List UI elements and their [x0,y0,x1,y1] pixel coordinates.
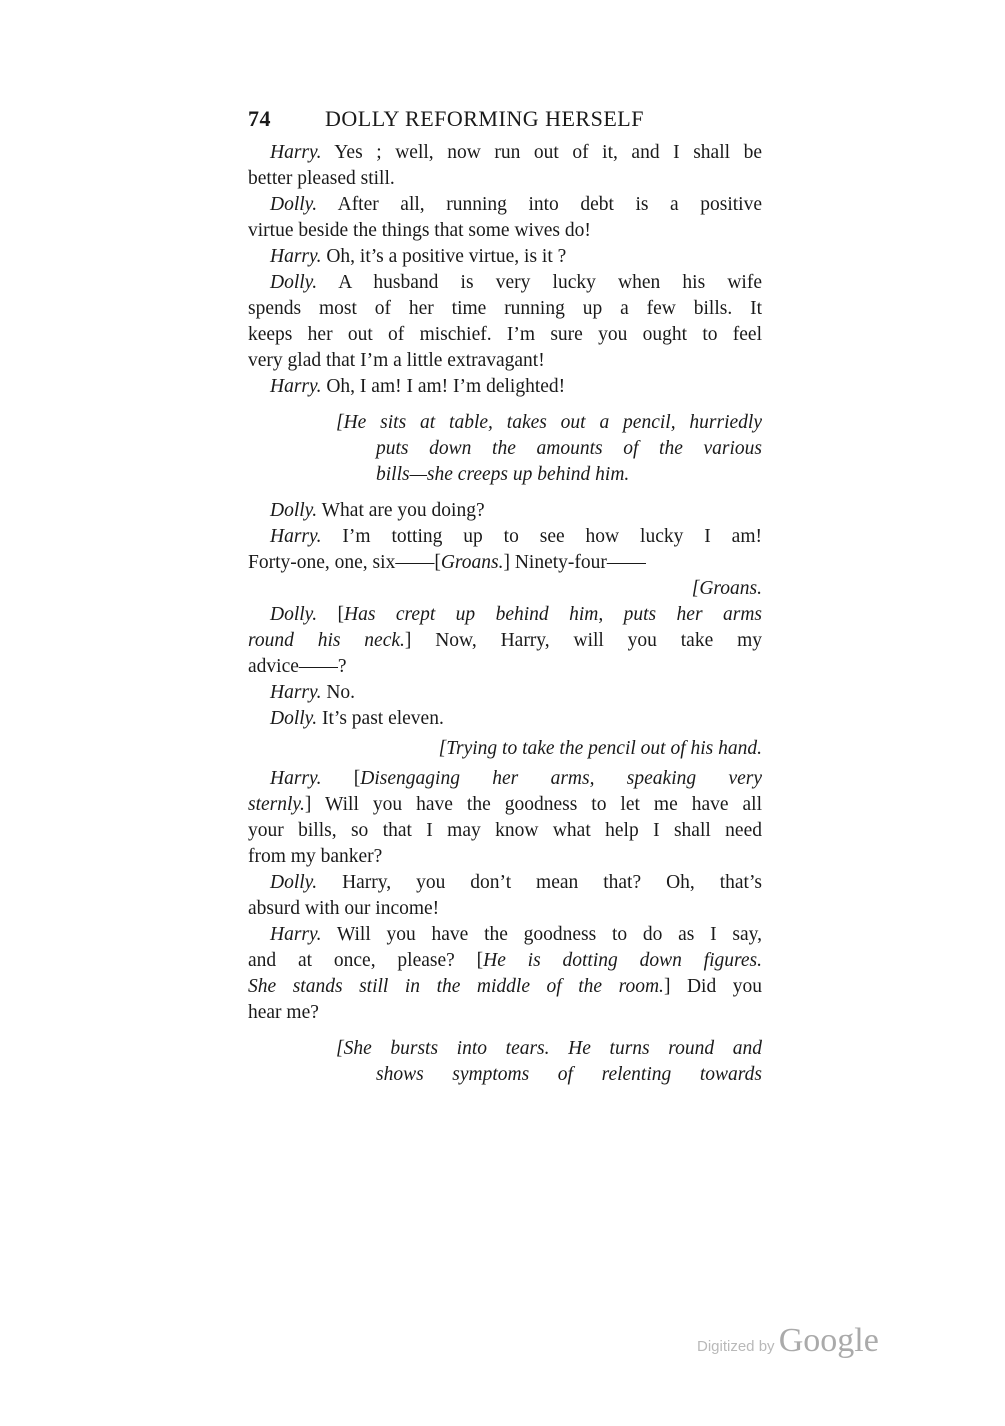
stage-direction: Disengaging her arms, speaking very [360,768,762,789]
spacer [248,488,762,498]
spacer [248,1026,762,1036]
digitized-by-google-watermark [697,1322,879,1360]
stage-direction: She stands still in the middle of the room. [248,976,664,997]
stage-direction: [He sits at table, takes out a pencil, hurriedly [336,412,762,433]
text-line [248,922,762,948]
dialogue: What are you doing? [317,500,485,521]
text-line: hear me? [248,1002,319,1023]
text-line: keeps her out of mischief. I’m sure you ought to feel [248,324,762,345]
dialogue: ] Did you [663,976,763,997]
book-page [248,100,762,1088]
dialogue: Oh, I am! I am! I’m delighted! [321,376,566,397]
dialogue: After all, running into debt is a positive [317,194,762,215]
speaker-name: Dolly. [270,604,318,625]
text-line [248,766,762,792]
page-header [248,100,762,140]
speaker-name: Harry. [270,682,322,703]
stage-direction: round his neck. [248,630,405,651]
text-line [248,550,762,576]
text-line [248,680,762,706]
text-line [248,948,762,974]
speaker-name: Harry. [270,246,322,267]
speaker-name: Dolly. [270,272,318,293]
dialogue: Forty-one, one, six——[ [248,552,441,573]
text-line [248,792,762,818]
dialogue: ] Ninety-four—— [503,552,646,573]
speaker-name: Harry. [270,924,322,945]
text-line [248,628,762,654]
text-line: your bills, so that I may know what help I shall need [248,820,762,841]
speaker-name: Dolly. [270,500,318,521]
text-line [248,498,762,524]
page-number: 74 [248,106,271,131]
text-line: absurd with our income! [248,898,440,919]
text-line: spends most of her time running up a few bills. It [248,298,762,319]
speaker-name: Dolly. [270,708,318,729]
text-line [248,244,762,270]
speaker-name: Dolly. [270,194,318,215]
text-line: better pleased still. [248,168,395,189]
speaker-name: Harry. [270,768,322,789]
text-line [248,974,762,1000]
google-logo: Google [778,1322,879,1359]
dialogue: Yes ; well, now run out of it, and I shall be [321,142,762,163]
speaker-name: Harry. [270,526,322,547]
dialogue: No. [321,682,356,703]
stage-direction: [She bursts into tears. He turns round and [336,1038,762,1059]
text-line [248,192,762,218]
bracket: [ [317,604,345,625]
dialogue: ] Will you have the goodness to let me have all [304,794,762,815]
stage-direction: Has crept up behind him, puts her arms [344,604,762,625]
stage-direction: shows symptoms of relenting towards [376,1064,762,1085]
text-line [248,374,762,400]
stage-direction: Groans. [440,552,504,573]
text-line: virtue beside the things that some wives do! [248,220,591,241]
stage-direction: [Trying to take the pencil out of his hand. [438,738,762,759]
text-line [248,602,762,628]
text-line [248,706,762,732]
stage-direction: [Groans. [691,578,762,599]
dialogue: and at once, please? [ [248,950,484,971]
dialogue: Will you have the goodness to do as I say, [321,924,762,945]
watermark-prefix: Digitized by [697,1338,779,1355]
dialogue: A husband is very lucky when his wife [317,272,762,293]
stage-direction: bills—she creeps up behind him. [376,464,630,485]
stage-direction: puts down the amounts of the various [376,438,762,459]
bracket: [ [321,768,361,789]
text-line: very glad that I’m a little extravagant! [248,350,545,371]
speaker-name: Harry. [270,376,322,397]
speaker-name: Dolly. [270,872,318,893]
running-title: DOLLY REFORMING HERSELF [325,106,644,131]
text-line [248,524,762,550]
dialogue: I’m totting up to see how lucky I am! [321,526,762,547]
dialogue: Harry, you don’t mean that? Oh, that’s [317,872,762,893]
dialogue: ] Now, Harry, will you take my [404,630,762,651]
spacer [248,400,762,410]
dialogue: Oh, it’s a positive virtue, is it ? [321,246,567,267]
text-line: from my banker? [248,846,383,867]
speaker-name: Harry. [270,142,322,163]
text-line [248,270,762,296]
dialogue: It’s past eleven. [317,708,444,729]
stage-direction: sternly. [248,794,305,815]
stage-direction: He is dotting down figures. [483,950,762,971]
text-line [248,870,762,896]
text-line [248,140,762,166]
text-line: advice——? [248,656,347,677]
